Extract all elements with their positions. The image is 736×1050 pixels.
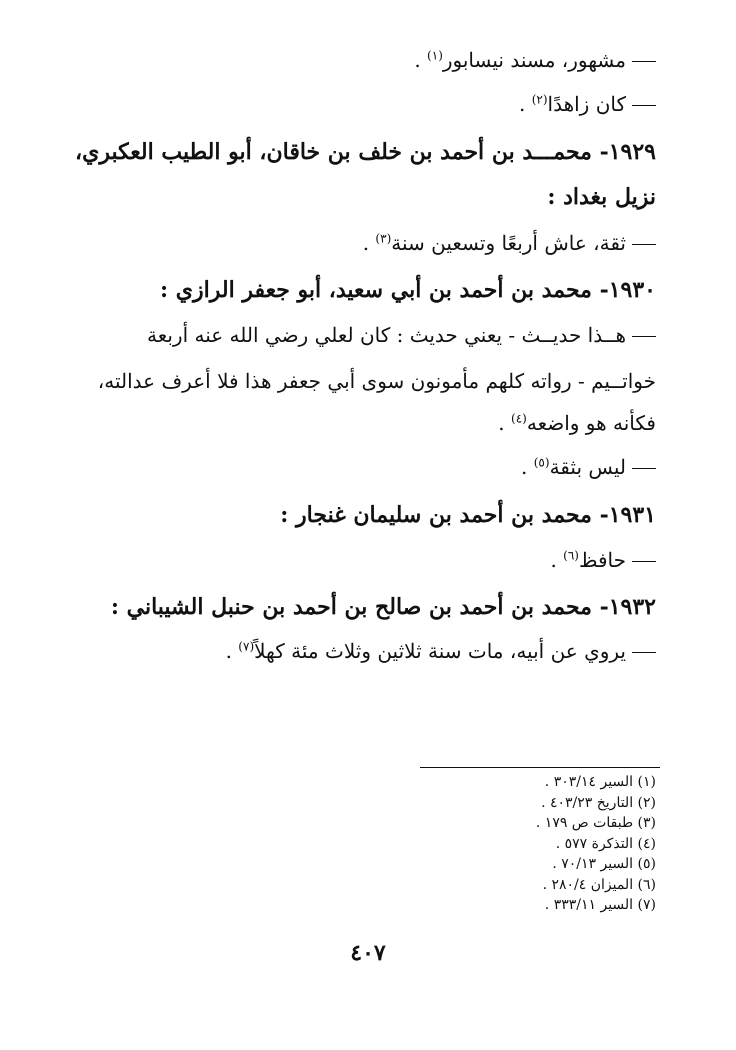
line-text: حافظ xyxy=(578,548,626,572)
entry-heading xyxy=(70,500,656,530)
footnote-ref: (٤) xyxy=(511,411,527,426)
line-suffix: . xyxy=(498,411,512,435)
entry-heading xyxy=(70,592,656,622)
text-line xyxy=(70,45,656,75)
footnote-divider xyxy=(420,767,660,768)
line-suffix: . xyxy=(518,92,532,116)
text-line xyxy=(70,366,656,396)
line-text: ليس بثقة xyxy=(549,455,626,479)
text-line xyxy=(70,545,656,575)
footnote-item: (١) السير ٣٠٣/١٤ . xyxy=(544,774,656,790)
dash-mark xyxy=(632,105,656,106)
footnote-ref: (٧) xyxy=(238,639,255,654)
line-suffix: . xyxy=(550,548,564,572)
heading-text: ١٩٢٩- محمـــد بن أحمد بن خلف بن خاقان، أبو الطيب العكبري، xyxy=(75,139,656,165)
entry-heading xyxy=(70,275,656,305)
line-text: هــذا حديــث - يعني حديث : كان لعلي رضي الله عنه أربعة xyxy=(146,323,626,347)
heading-text: ١٩٣١- محمد بن أحمد بن سليمان غنجار : xyxy=(280,502,656,528)
text-line xyxy=(70,452,656,482)
heading-text: ١٩٣٠- محمد بن أحمد بن أبي سعيد، أبو جعفر الرازي : xyxy=(160,277,656,303)
heading-text: نزيل بغداد : xyxy=(547,184,656,210)
text-line xyxy=(70,408,656,438)
dash-mark xyxy=(632,652,656,653)
heading-text: ١٩٣٢- محمد بن أحمد بن صالح بن أحمد بن حنبل الشيباني : xyxy=(110,594,656,620)
footnote-ref: (٣) xyxy=(375,231,392,246)
line-text: كان زاهدًا xyxy=(547,92,626,116)
footnote-item: (٣) طبقات ص ١٧٩ . xyxy=(535,815,656,831)
line-suffix: . xyxy=(362,231,376,255)
footnote-item: (٧) السير ٣٣٣/١١ . xyxy=(544,897,656,913)
line-text: يروي عن أبيه، مات سنة ثلاثين وثلاث مئة كهلاً xyxy=(254,639,626,663)
entry-heading-continuation xyxy=(70,182,656,212)
line-text: فكأنه هو واضعه xyxy=(526,411,656,435)
footnote-item: (٤) التذكرة ٥٧٧ . xyxy=(555,835,656,852)
line-text: مشهور، مسند نيسابور xyxy=(442,48,626,72)
footnote-item: (٢) التاريخ ٤٠٣/٢٣ . xyxy=(541,794,656,811)
dash-mark xyxy=(632,561,656,562)
line-suffix: . xyxy=(414,48,428,72)
dash-mark xyxy=(632,61,656,62)
line-suffix: . xyxy=(521,455,534,479)
line-suffix: . xyxy=(225,639,239,663)
dash-mark xyxy=(632,244,656,245)
footnotes xyxy=(256,772,656,916)
dash-mark xyxy=(632,468,656,469)
footnote-ref: (١) xyxy=(427,48,443,63)
dash-mark xyxy=(632,336,656,337)
footnote-item: (٥) السير ٧٠/١٣ . xyxy=(552,856,656,872)
footnote-ref: (٦) xyxy=(563,548,579,563)
page-number: ٤٠٧ xyxy=(350,940,386,966)
text-line xyxy=(70,89,656,119)
text-line xyxy=(70,636,656,666)
text-line xyxy=(70,320,656,350)
footnote-item: (٦) الميزان ٢٨٠/٤ . xyxy=(542,876,656,893)
footnote-ref: (٢) xyxy=(531,92,548,107)
entry-heading xyxy=(70,137,656,167)
line-text: خواتــيم - رواته كلهم مأمونون سوى أبي جعفر هذا فلا أعرف عدالته، xyxy=(97,369,656,393)
footnote-ref: (٥) xyxy=(533,455,550,470)
line-text: ثقة، عاش أربعًا وتسعين سنة xyxy=(391,231,626,255)
text-line xyxy=(70,228,656,258)
